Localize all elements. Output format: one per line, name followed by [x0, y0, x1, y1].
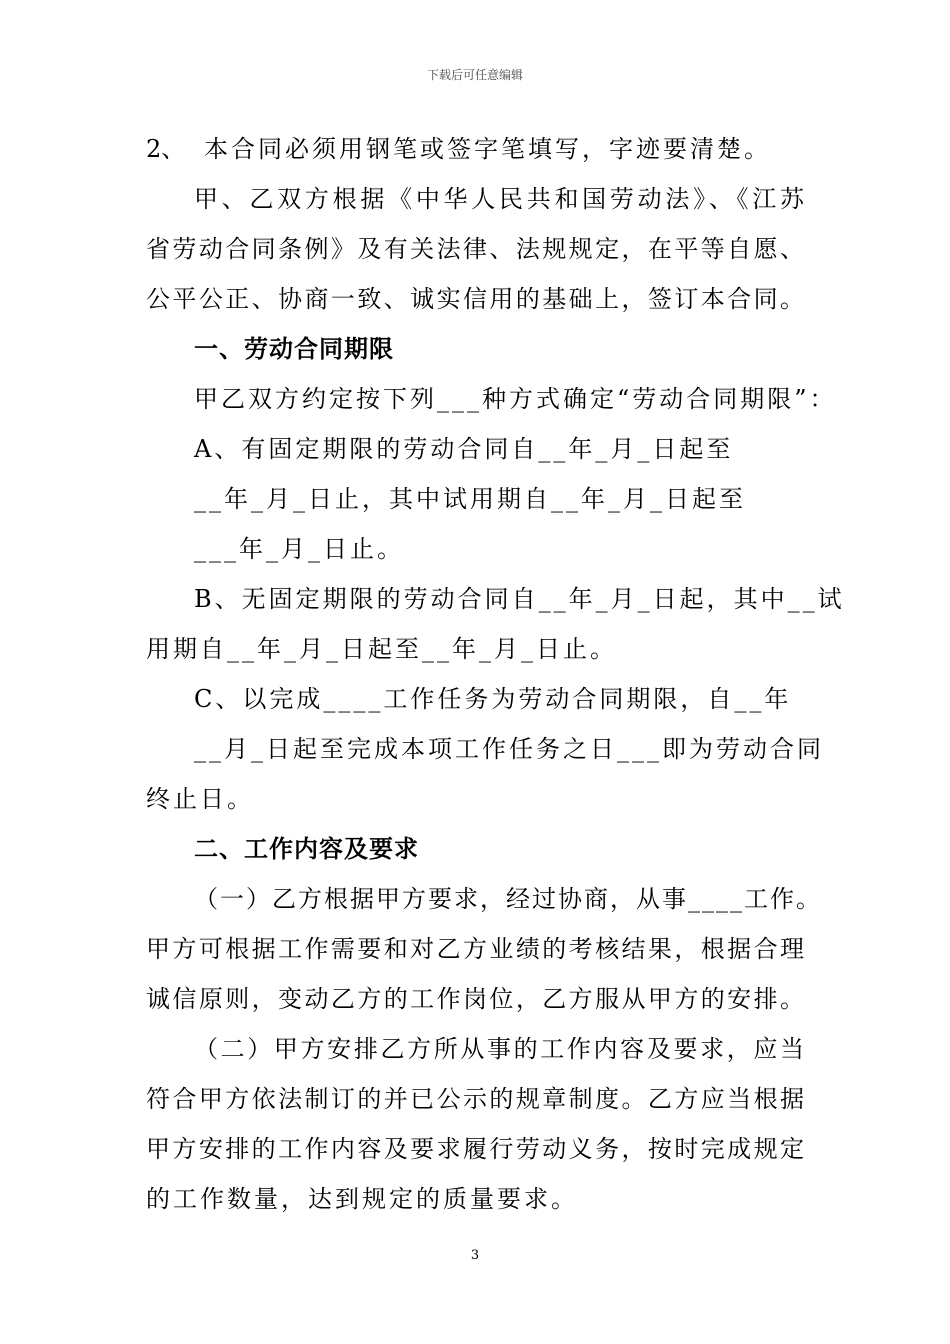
section-1-title: 一、劳动合同期限	[194, 334, 394, 363]
page-header: 下载后可任意编辑	[426, 68, 523, 82]
term-line-3: __年_月_日止，其中试用期自__年_月_日起至	[194, 485, 746, 513]
term-line-1: 甲乙双方约定按下列___种方式确定“劳动合同期限”：	[194, 385, 837, 413]
work-para1-line-2: 甲方可根据工作需要和对乙方业绩的考核结果，根据合理	[146, 935, 806, 963]
work-para2-line-3: 甲方安排的工作内容及要求履行劳动义务，按时完成规定	[146, 1135, 806, 1163]
term-line-5: B、无固定期限的劳动合同自__年_月_日起，其中__试	[194, 585, 845, 613]
term-line-9: 终止日。	[146, 785, 254, 813]
intro-line-3: 公平公正、协商一致、诚实信用的基础上，签订本合同。	[146, 285, 806, 313]
intro-line-2: 省劳动合同条例》及有关法律、法规规定，在平等自愿、	[146, 235, 806, 263]
term-line-8: __月_日起至完成本项工作任务之日___即为劳动合同	[194, 735, 824, 763]
clause-text: 本合同必须用钢笔或签字笔填写，字迹要清楚。	[204, 135, 771, 163]
term-line-6: 用期自__年_月_日起至__年_月_日止。	[146, 635, 617, 663]
term-line-4: ___年_月_日止。	[194, 535, 404, 563]
clause-number: 2、	[146, 135, 186, 163]
work-para2-line-1: （二）甲方安排乙方所从事的工作内容及要求，应当	[194, 1035, 806, 1063]
work-para1-line-1: （一）乙方根据甲方要求，经过协商，从事____工作。	[194, 885, 822, 913]
work-para2-line-2: 符合甲方依法制订的并已公示的规章制度。乙方应当根据	[146, 1085, 806, 1113]
page-number: 3	[470, 1248, 480, 1263]
document-body	[146, 124, 845, 1224]
term-line-2: A、有固定期限的劳动合同自__年_月_日起至	[194, 435, 734, 463]
work-para2-line-4: 的工作数量，达到规定的质量要求。	[146, 1185, 578, 1213]
clause-2	[146, 124, 806, 174]
work-para1-line-3: 诚信原则，变动乙方的工作岗位，乙方服从甲方的安排。	[146, 985, 806, 1013]
intro-line-1: 甲、乙双方根据《中华人民共和国劳动法》、《江苏	[194, 185, 806, 213]
term-line-7: C、以完成____工作任务为劳动合同期限，自__年	[194, 685, 792, 713]
section-2-title: 二、工作内容及要求	[194, 834, 419, 863]
